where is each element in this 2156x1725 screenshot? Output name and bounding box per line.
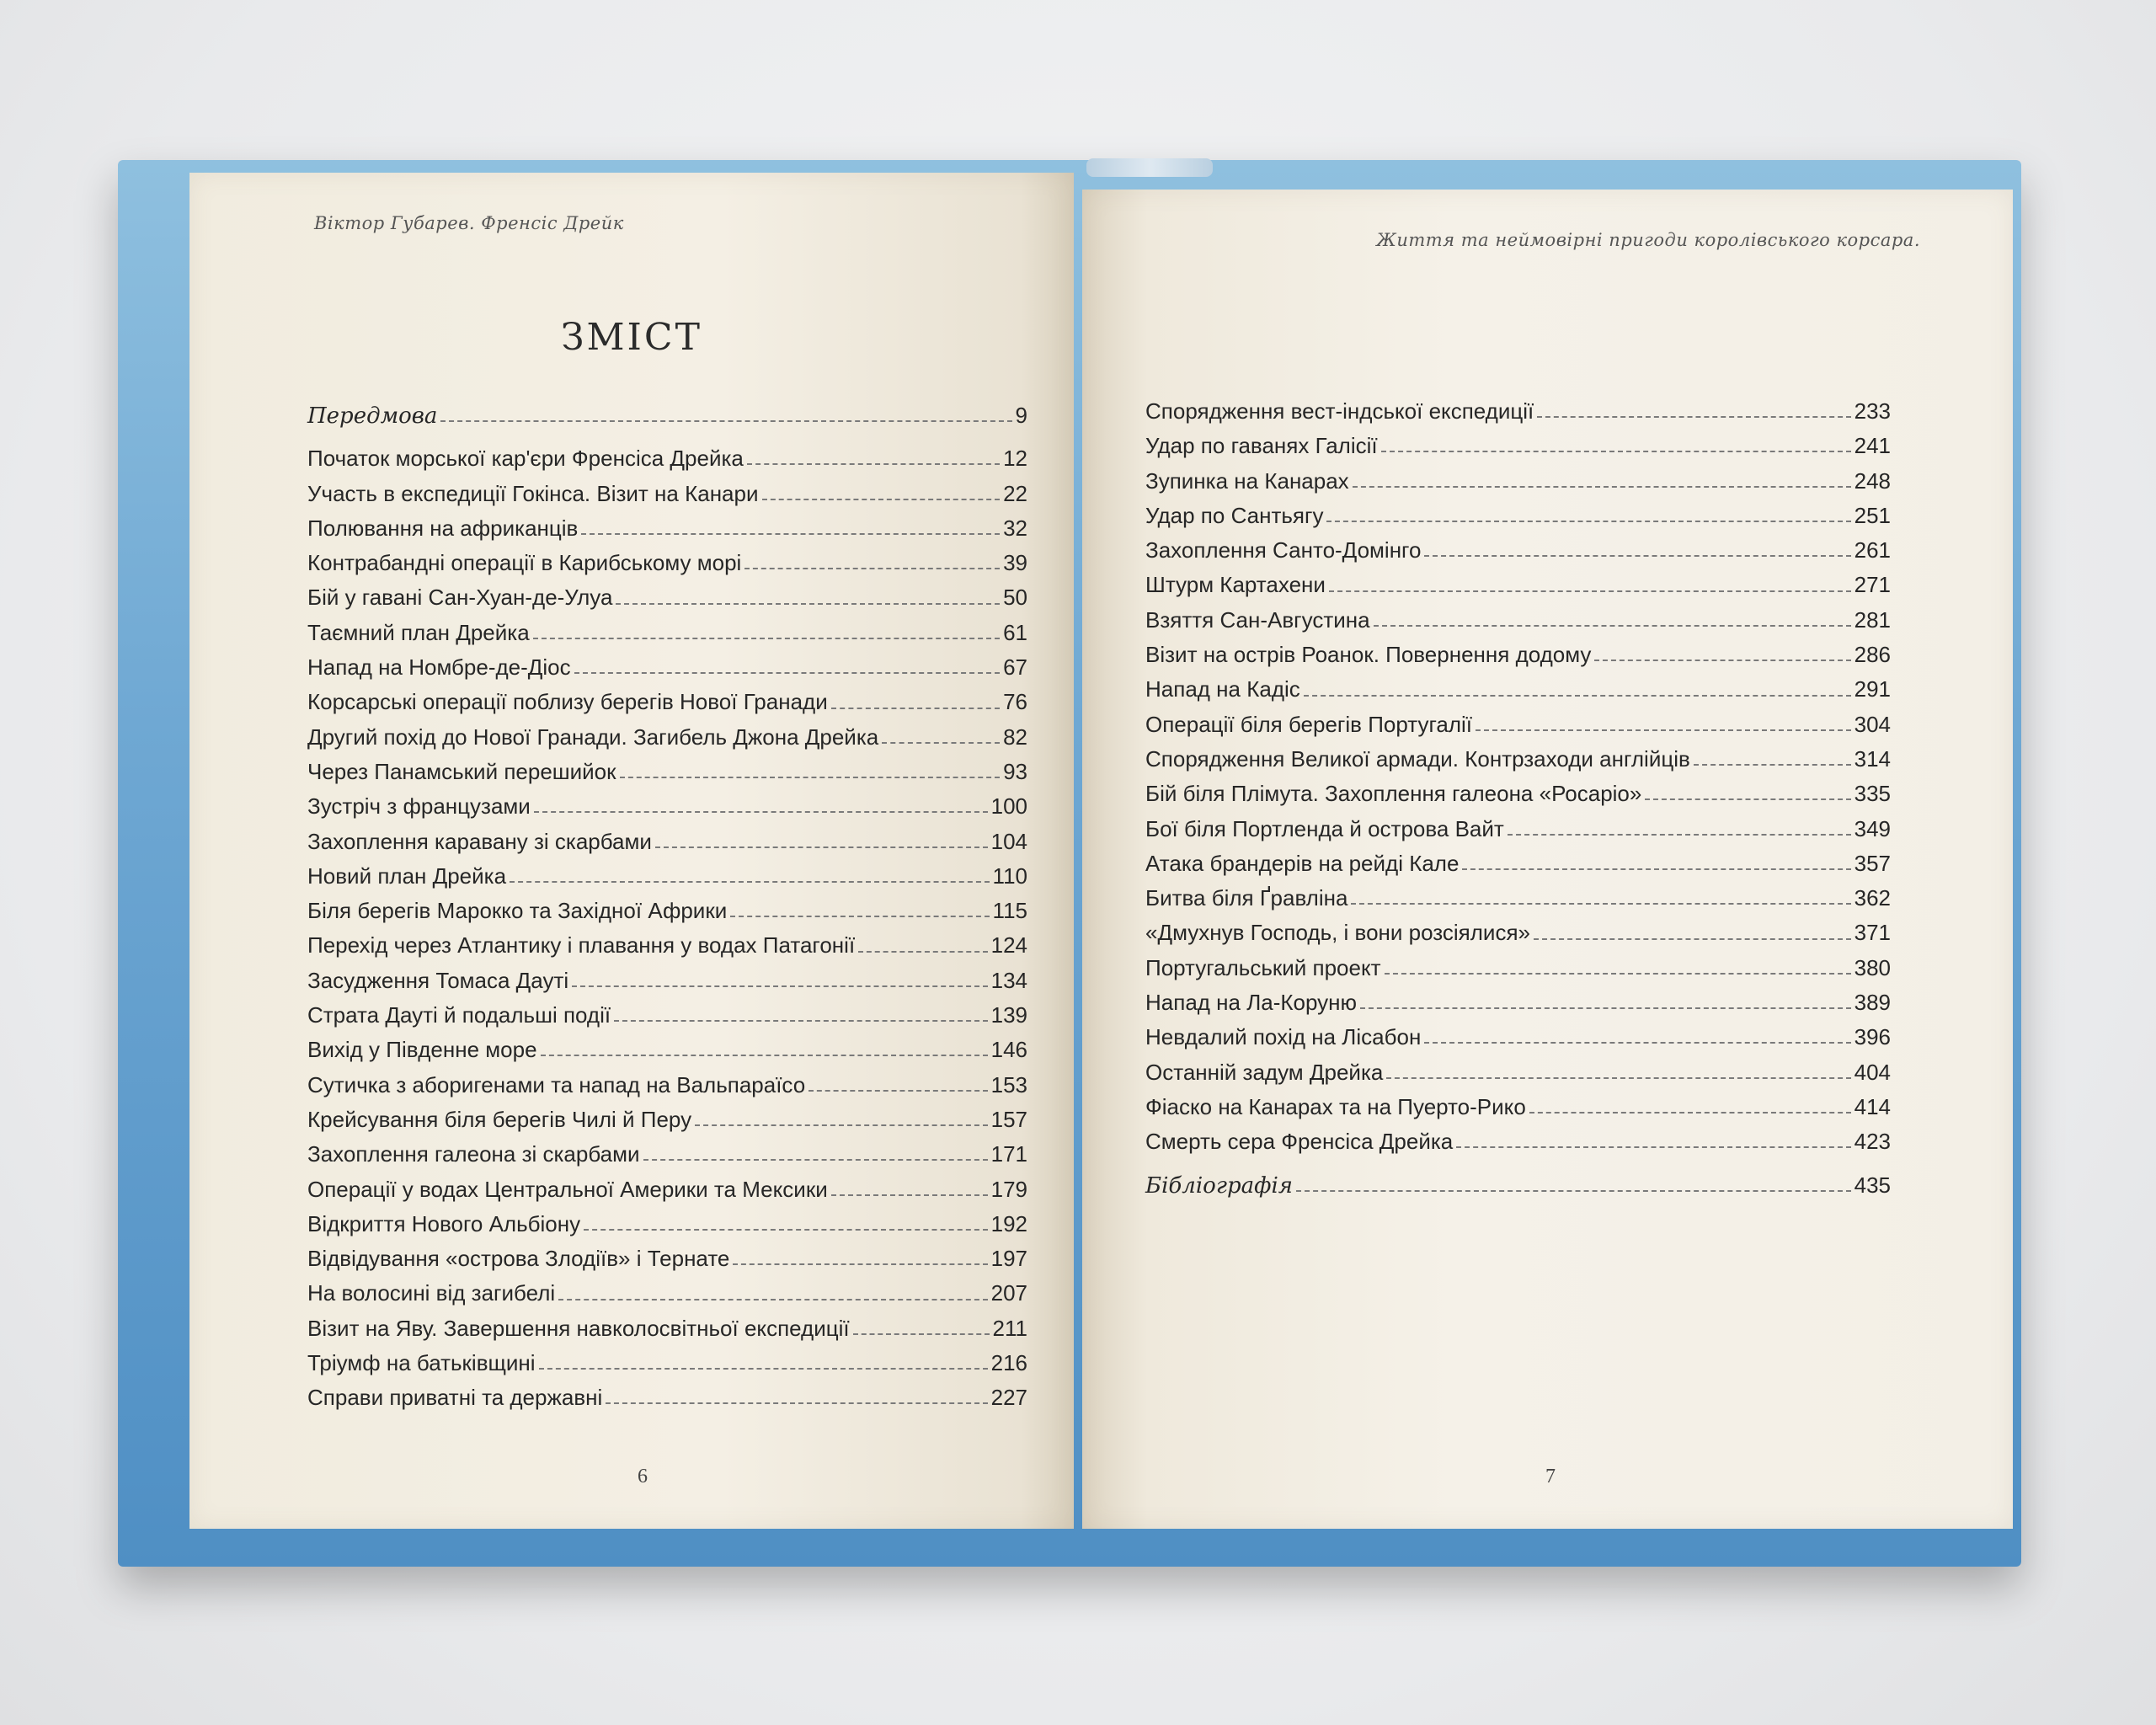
toc-entry-title: Контрабандні операції в Карибському морі bbox=[307, 550, 742, 576]
toc-entry-page: 134 bbox=[990, 967, 1027, 993]
toc-entry-title: Справи приватні та державні bbox=[307, 1385, 603, 1411]
toc-entry-page: 93 bbox=[1003, 758, 1027, 784]
toc-leader-dots bbox=[858, 950, 987, 953]
toc-entry bbox=[1145, 916, 1891, 950]
toc-entry bbox=[307, 616, 1027, 650]
toc-entry-title: Смерть сера Френсіса Дрейка bbox=[1145, 1129, 1454, 1155]
toc-entry bbox=[307, 1207, 1027, 1242]
toc-entry-page: 304 bbox=[1854, 711, 1891, 737]
toc-entry-title: Вихід у Південне море bbox=[307, 1037, 537, 1063]
toc-leader-dots bbox=[534, 810, 988, 813]
toc-entry-title: Битва біля Ґравліна bbox=[1145, 885, 1348, 911]
toc-entry-page: 261 bbox=[1854, 537, 1891, 563]
toc-entry-page: 211 bbox=[992, 1315, 1027, 1341]
toc-entry bbox=[307, 1033, 1027, 1067]
toc-entry bbox=[1145, 464, 1891, 499]
running-head-left: Віктор Губарев. Френсіс Дрейк bbox=[314, 213, 624, 233]
toc-leader-dots bbox=[572, 985, 987, 987]
toc-entry-title: Сутичка з аборигенами та напад на Вальпараїсо bbox=[307, 1071, 806, 1097]
toc-entry-page: 139 bbox=[990, 1002, 1027, 1028]
toc-leader-dots bbox=[1386, 1076, 1850, 1079]
toc-entry-title: Візит на острів Роанок. Повернення додому bbox=[1145, 642, 1592, 668]
toc-leader-dots bbox=[1534, 937, 1851, 940]
toc-entry-title: Бій біля Плімута. Захоплення галеона «Росаріо» bbox=[1145, 781, 1642, 807]
toc-entry-title: Тріумф на батьківщині bbox=[307, 1350, 536, 1376]
toc-entry-page: 362 bbox=[1854, 885, 1891, 911]
toc-leader-dots bbox=[762, 498, 1001, 500]
toc-leader-dots bbox=[1326, 520, 1850, 522]
toc-leader-dots bbox=[643, 1158, 988, 1161]
toc-entry bbox=[307, 1242, 1027, 1276]
toc-entry bbox=[307, 1381, 1027, 1415]
toc-entry bbox=[307, 1103, 1027, 1137]
toc-entry bbox=[1145, 638, 1891, 672]
toc-leader-dots bbox=[695, 1124, 988, 1126]
toc-entry-title: Таємний план Дрейка bbox=[307, 619, 530, 645]
toc-leader-dots bbox=[541, 1054, 988, 1056]
toc-entry bbox=[307, 1068, 1027, 1103]
toc-leader-dots bbox=[558, 1298, 987, 1300]
toc-entry-page: 371 bbox=[1854, 920, 1891, 946]
toc-entry-page: 32 bbox=[1003, 515, 1027, 541]
toc-entry bbox=[307, 1172, 1027, 1207]
toc-entry bbox=[307, 511, 1027, 546]
toc-entry-page: 435 bbox=[1854, 1172, 1891, 1198]
toc-leader-dots bbox=[1529, 1111, 1851, 1114]
toc-entry-page: 146 bbox=[990, 1037, 1027, 1063]
toc-entry-page: 39 bbox=[1003, 550, 1027, 576]
toc-leader-dots bbox=[1329, 590, 1851, 592]
toc-leader-dots bbox=[1462, 868, 1850, 870]
toc-entry-title: Зустріч з французами bbox=[307, 793, 531, 820]
toc-leader-dots bbox=[1694, 763, 1851, 766]
toc-leader-dots bbox=[1645, 798, 1850, 800]
toc-leader-dots bbox=[539, 1367, 988, 1370]
toc-entry bbox=[1145, 951, 1891, 985]
toc-leader-dots bbox=[1296, 1189, 1851, 1192]
toc-leader-dots bbox=[614, 1019, 988, 1022]
toc-leader-dots bbox=[730, 915, 989, 917]
toc-entry-page: 291 bbox=[1854, 676, 1891, 702]
toc-entry-title: Зупинка на Канарах bbox=[1145, 467, 1349, 494]
toc-entry-title: Візит на Яву. Завершення навколосвітньої експедиції bbox=[307, 1315, 850, 1341]
toc-leader-dots bbox=[655, 846, 988, 848]
toc-leader-dots bbox=[1360, 1007, 1851, 1009]
toc-entry-title: Корсарські операції поблизу берегів Нової Гранади bbox=[307, 689, 828, 715]
toc-entry-title: Другий похід до Нової Гранади. Загибель Джона Дрейка bbox=[307, 724, 879, 750]
toc-entry bbox=[1145, 742, 1891, 777]
right-page bbox=[1082, 190, 2013, 1529]
toc-leader-dots bbox=[581, 532, 1000, 535]
toc-entry-page: 153 bbox=[990, 1071, 1027, 1097]
toc-entry bbox=[1145, 846, 1891, 881]
toc-list-left bbox=[307, 398, 1027, 1416]
toc-entry bbox=[307, 859, 1027, 894]
toc-entry-title: Португальський проект bbox=[1145, 954, 1381, 980]
toc-entry-page: 9 bbox=[1015, 403, 1027, 428]
toc-entry bbox=[307, 894, 1027, 928]
running-head-right: Життя та неймовірні пригоди королівського корсара. bbox=[1376, 230, 1920, 250]
toc-entry-page: 357 bbox=[1854, 850, 1891, 876]
toc-entry bbox=[1145, 394, 1891, 429]
toc-entry bbox=[307, 398, 1027, 433]
toc-entry-page: 197 bbox=[990, 1246, 1027, 1272]
toc-entry-page: 314 bbox=[1854, 745, 1891, 772]
toc-entry bbox=[307, 546, 1027, 580]
toc-leader-dots bbox=[1537, 415, 1850, 418]
toc-entry-title: Спорядження Великої армади. Контрзаходи англійців bbox=[1145, 745, 1690, 772]
toc-entry-page: 404 bbox=[1854, 1059, 1891, 1085]
toc-entry bbox=[1145, 985, 1891, 1020]
toc-entry-title: На волосині від загибелі bbox=[307, 1280, 556, 1306]
toc-entry-title: Спорядження вест-індської експедиції bbox=[1145, 398, 1534, 424]
toc-leader-dots bbox=[440, 419, 1011, 422]
toc-entry-page: 349 bbox=[1854, 815, 1891, 841]
toc-leader-dots bbox=[510, 880, 989, 883]
toc-entry-title: Засудження Томаса Дауті bbox=[307, 967, 569, 993]
toc-list-right bbox=[1145, 394, 1891, 1203]
toc-entry-title: Участь в експедиції Гокінса. Візит на Канари bbox=[307, 480, 759, 506]
toc-entry-title: Штурм Картахени bbox=[1145, 572, 1326, 598]
left-page bbox=[189, 173, 1074, 1529]
toc-leader-dots bbox=[831, 1194, 988, 1196]
toc-entry-title: Передмова bbox=[307, 403, 438, 429]
toc-entry bbox=[307, 1276, 1027, 1311]
toc-entry bbox=[307, 1346, 1027, 1381]
toc-entry-title: Операції у водах Центральної Америки та Мексики bbox=[307, 1176, 828, 1202]
toc-entry bbox=[1145, 881, 1891, 916]
toc-entry-page: 286 bbox=[1854, 642, 1891, 668]
toc-entry bbox=[307, 477, 1027, 511]
toc-entry-title: Бої біля Портленда й острова Вайт bbox=[1145, 815, 1504, 841]
toc-entry bbox=[1145, 603, 1891, 638]
toc-leader-dots bbox=[1424, 1041, 1850, 1044]
toc-leader-dots bbox=[1476, 729, 1851, 731]
toc-leader-dots bbox=[1381, 450, 1851, 452]
toc-title: ЗМІСТ bbox=[561, 316, 702, 359]
toc-leader-dots bbox=[574, 671, 1000, 674]
toc-entry-page: 67 bbox=[1003, 654, 1027, 681]
toc-entry-page: 82 bbox=[1003, 724, 1027, 750]
toc-entry bbox=[307, 720, 1027, 755]
toc-entry-page: 115 bbox=[992, 898, 1027, 924]
toc-leader-dots bbox=[853, 1332, 990, 1335]
toc-entry-title: Напад на Кадіс bbox=[1145, 676, 1300, 702]
toc-entry-page: 396 bbox=[1854, 1024, 1891, 1050]
toc-entry-page: 216 bbox=[990, 1350, 1027, 1376]
toc-entry-page: 414 bbox=[1854, 1093, 1891, 1119]
toc-leader-dots bbox=[620, 776, 1001, 778]
toc-entry-title: Атака брандерів на рейді Кале bbox=[1145, 850, 1460, 876]
toc-leader-dots bbox=[1304, 694, 1851, 697]
toc-entry-page: 423 bbox=[1854, 1129, 1891, 1155]
toc-leader-dots bbox=[1594, 659, 1850, 661]
toc-leader-dots bbox=[808, 1089, 987, 1092]
toc-entry bbox=[1145, 1168, 1891, 1203]
toc-leader-dots bbox=[606, 1402, 987, 1404]
toc-entry bbox=[1145, 812, 1891, 846]
toc-entry-title: Напад на Номбре-де-Діос bbox=[307, 654, 571, 681]
toc-entry-title: Захоплення каравану зі скарбами bbox=[307, 828, 652, 854]
toc-entry bbox=[1145, 1055, 1891, 1090]
toc-entry-page: 335 bbox=[1854, 781, 1891, 807]
toc-entry-title: Новий план Дрейка bbox=[307, 862, 507, 889]
toc-entry-title: Удар по гаванях Галісії bbox=[1145, 433, 1378, 459]
page-number-right: 7 bbox=[1545, 1466, 1556, 1487]
toc-entry bbox=[307, 928, 1027, 963]
toc-entry-page: 179 bbox=[990, 1176, 1027, 1202]
toc-entry-title: Через Панамський перешийок bbox=[307, 758, 616, 784]
toc-entry-title: Удар по Сантьягу bbox=[1145, 502, 1324, 528]
toc-entry-title: Відвідування «острова Злодіїв» і Тернате bbox=[307, 1246, 730, 1272]
toc-entry-title: Бій у гавані Сан-Хуан-де-Улуа bbox=[307, 585, 613, 611]
toc-entry-page: 157 bbox=[990, 1106, 1027, 1132]
toc-entry bbox=[307, 1311, 1027, 1346]
toc-entry bbox=[1145, 708, 1891, 742]
toc-entry bbox=[307, 650, 1027, 685]
toc-entry-page: 124 bbox=[990, 932, 1027, 959]
toc-entry-page: 380 bbox=[1854, 954, 1891, 980]
toc-entry-title: Останній задум Дрейка bbox=[1145, 1059, 1384, 1085]
toc-entry bbox=[307, 825, 1027, 859]
toc-leader-dots bbox=[533, 637, 1000, 639]
toc-leader-dots bbox=[1424, 554, 1850, 557]
toc-leader-dots bbox=[584, 1228, 987, 1231]
toc-entry-page: 281 bbox=[1854, 606, 1891, 633]
toc-entry-page: 227 bbox=[990, 1385, 1027, 1411]
toc-entry-page: 389 bbox=[1854, 990, 1891, 1016]
toc-entry-title: Захоплення Санто-Домінго bbox=[1145, 537, 1422, 563]
toc-entry-page: 207 bbox=[990, 1280, 1027, 1306]
toc-leader-dots bbox=[744, 567, 1000, 569]
toc-leader-dots bbox=[1374, 624, 1851, 627]
page-number-left: 6 bbox=[638, 1466, 648, 1487]
ribbon-bookmark bbox=[1086, 158, 1213, 177]
toc-leader-dots bbox=[882, 741, 1000, 744]
toc-entry-page: 104 bbox=[990, 828, 1027, 854]
toc-entry bbox=[1145, 1124, 1891, 1159]
toc-entry bbox=[1145, 429, 1891, 463]
toc-entry-title: Початок морської кар'єри Френсіса Дрейка bbox=[307, 446, 744, 472]
toc-entry-title: Полювання на африканців bbox=[307, 515, 579, 541]
toc-entry-title: Перехід через Атлантику і плавання у водах Патагонії bbox=[307, 932, 856, 959]
toc-leader-dots bbox=[1508, 833, 1851, 836]
toc-entry-page: 50 bbox=[1003, 585, 1027, 611]
toc-entry bbox=[1145, 568, 1891, 602]
toc-leader-dots bbox=[1456, 1146, 1850, 1148]
toc-leader-dots bbox=[616, 602, 1000, 605]
toc-entry bbox=[1145, 1020, 1891, 1055]
toc-entry-title: Крейсування біля берегів Чилі й Перу bbox=[307, 1106, 692, 1132]
toc-entry-title: Напад на Ла-Коруню bbox=[1145, 990, 1358, 1016]
toc-leader-dots bbox=[1351, 902, 1850, 905]
toc-entry bbox=[307, 441, 1027, 476]
toc-entry-title: Біля берегів Марокко та Західної Африки bbox=[307, 898, 728, 924]
toc-entry bbox=[307, 789, 1027, 824]
toc-entry-title: Страта Дауті й подальші події bbox=[307, 1002, 611, 1028]
toc-entry bbox=[1145, 1090, 1891, 1124]
toc-entry-title: Операції біля берегів Португалії bbox=[1145, 711, 1472, 737]
toc-entry-page: 61 bbox=[1003, 619, 1027, 645]
toc-entry-page: 241 bbox=[1854, 433, 1891, 459]
toc-entry-title: Взяття Сан-Августина bbox=[1145, 606, 1370, 633]
toc-entry bbox=[307, 998, 1027, 1033]
toc-entry bbox=[307, 755, 1027, 789]
toc-entry-title: Захоплення галеона зі скарбами bbox=[307, 1141, 640, 1167]
toc-leader-dots bbox=[747, 462, 1000, 465]
toc-entry bbox=[307, 964, 1027, 998]
toc-entry bbox=[307, 1137, 1027, 1172]
toc-entry-page: 100 bbox=[990, 793, 1027, 820]
toc-entry-title: Невдалий похід на Лісабон bbox=[1145, 1024, 1422, 1050]
toc-entry-page: 22 bbox=[1003, 480, 1027, 506]
toc-leader-dots bbox=[1353, 485, 1851, 488]
toc-entry-page: 110 bbox=[992, 862, 1027, 889]
toc-entry bbox=[307, 580, 1027, 615]
toc-entry-page: 248 bbox=[1854, 467, 1891, 494]
toc-entry-page: 271 bbox=[1854, 572, 1891, 598]
toc-entry-page: 251 bbox=[1854, 502, 1891, 528]
toc-leader-dots bbox=[831, 707, 1000, 709]
toc-entry-page: 171 bbox=[990, 1141, 1027, 1167]
toc-entry-page: 12 bbox=[1003, 446, 1027, 472]
toc-leader-dots bbox=[1385, 972, 1851, 975]
toc-leader-dots bbox=[733, 1263, 987, 1265]
toc-entry-page: 76 bbox=[1003, 689, 1027, 715]
toc-entry-title: Бібліографія bbox=[1145, 1172, 1293, 1199]
toc-entry-title: Відкриття Нового Альбіону bbox=[307, 1210, 581, 1236]
toc-entry bbox=[1145, 533, 1891, 568]
toc-entry-title: Фіаско на Канарах та на Пуерто-Рико bbox=[1145, 1093, 1526, 1119]
toc-entry bbox=[1145, 499, 1891, 533]
toc-entry-title: «Дмухнув Господь, і вони розсіялися» bbox=[1145, 920, 1530, 946]
toc-entry bbox=[1145, 672, 1891, 707]
toc-entry-page: 233 bbox=[1854, 398, 1891, 424]
toc-entry bbox=[1145, 777, 1891, 811]
toc-entry-page: 192 bbox=[990, 1210, 1027, 1236]
toc-entry bbox=[307, 685, 1027, 719]
